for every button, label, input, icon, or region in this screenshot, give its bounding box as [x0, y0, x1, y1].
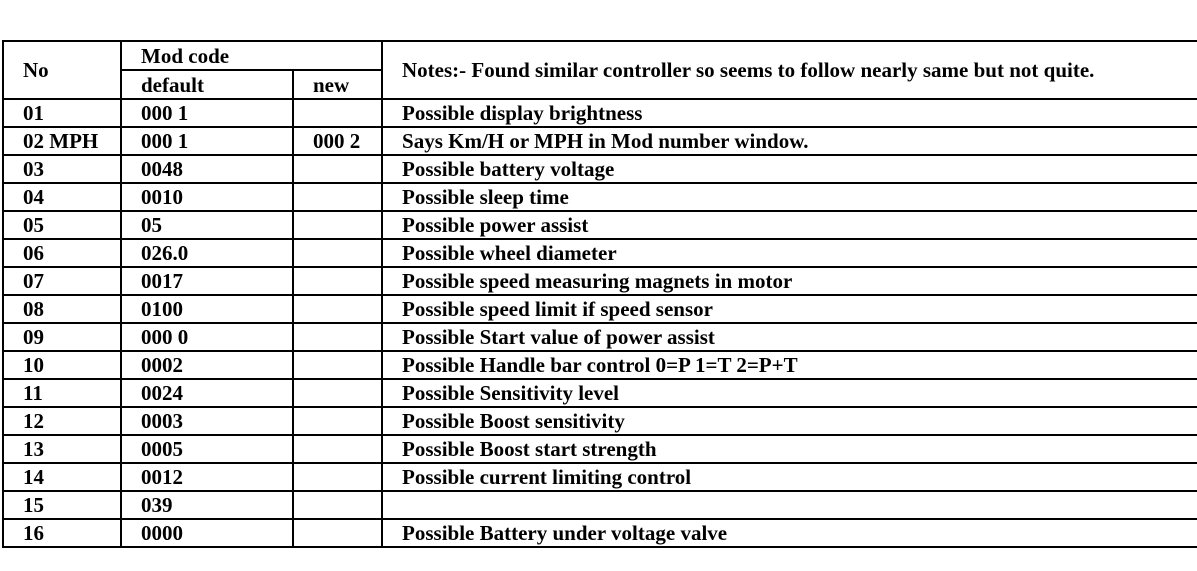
- cell-new: 000 2: [293, 127, 382, 155]
- table-row: [3, 239, 1197, 267]
- cell-new: [293, 267, 382, 295]
- cell-default: 0012: [121, 463, 293, 491]
- cell-new: [293, 239, 382, 267]
- table-row: [3, 295, 1197, 323]
- cell-new: [293, 99, 382, 127]
- cell-note: Possible battery voltage: [382, 155, 1197, 183]
- cell-default: 0010: [121, 183, 293, 211]
- cell-note: Possible speed measuring magnets in motor: [382, 267, 1197, 295]
- cell-no: 15: [3, 491, 121, 519]
- cell-no: 04: [3, 183, 121, 211]
- table-row: [3, 211, 1197, 239]
- table-row: [3, 183, 1197, 211]
- cell-new: [293, 295, 382, 323]
- table-row: [3, 519, 1197, 547]
- header-notes: Notes:- Found similar controller so seems to follow nearly same but not quite.: [382, 41, 1197, 99]
- cell-new: [293, 183, 382, 211]
- cell-default: 000 1: [121, 99, 293, 127]
- table-row: [3, 323, 1197, 351]
- table-row: [3, 407, 1197, 435]
- cell-note: Possible display brightness: [382, 99, 1197, 127]
- cell-default: 0005: [121, 435, 293, 463]
- cell-note: Possible power assist: [382, 211, 1197, 239]
- table-row: [3, 351, 1197, 379]
- cell-no: 06: [3, 239, 121, 267]
- cell-default: 039: [121, 491, 293, 519]
- cell-no: 12: [3, 407, 121, 435]
- cell-note: Possible current limiting control: [382, 463, 1197, 491]
- cell-no: 05: [3, 211, 121, 239]
- cell-no: 09: [3, 323, 121, 351]
- table-row: [3, 127, 1197, 155]
- cell-default: 0000: [121, 519, 293, 547]
- table-row: [3, 379, 1197, 407]
- cell-new: [293, 435, 382, 463]
- cell-new: [293, 463, 382, 491]
- cell-note: [382, 491, 1197, 519]
- cell-no: 08: [3, 295, 121, 323]
- cell-new: [293, 491, 382, 519]
- cell-no: 07: [3, 267, 121, 295]
- header-new: new: [293, 70, 382, 99]
- table-row: [3, 435, 1197, 463]
- table-body: [3, 99, 1197, 547]
- cell-default: 0048: [121, 155, 293, 183]
- cell-note: Possible sleep time: [382, 183, 1197, 211]
- table-row: [3, 155, 1197, 183]
- cell-no: 11: [3, 379, 121, 407]
- cell-new: [293, 211, 382, 239]
- cell-note: Possible Battery under voltage valve: [382, 519, 1197, 547]
- cell-default: 0002: [121, 351, 293, 379]
- cell-no: 01: [3, 99, 121, 127]
- cell-new: [293, 155, 382, 183]
- cell-note: Possible Start value of power assist: [382, 323, 1197, 351]
- cell-note: Possible Boost sensitivity: [382, 407, 1197, 435]
- cell-new: [293, 379, 382, 407]
- table-row: [3, 463, 1197, 491]
- cell-default: 0003: [121, 407, 293, 435]
- header-row-top: [3, 41, 1197, 70]
- cell-new: [293, 351, 382, 379]
- header-mod-code: Mod code: [121, 41, 382, 70]
- cell-note: Possible speed limit if speed sensor: [382, 295, 1197, 323]
- cell-no: 10: [3, 351, 121, 379]
- table-row: [3, 267, 1197, 295]
- header-no: No: [3, 41, 121, 99]
- table-row: [3, 99, 1197, 127]
- mod-code-table: [2, 40, 1197, 548]
- cell-default: 000 1: [121, 127, 293, 155]
- cell-note: Possible Handle bar control 0=P 1=T 2=P+T: [382, 351, 1197, 379]
- cell-default: 0024: [121, 379, 293, 407]
- cell-default: 000 0: [121, 323, 293, 351]
- header-default: default: [121, 70, 293, 99]
- cell-default: 0017: [121, 267, 293, 295]
- cell-note: Possible Sensitivity level: [382, 379, 1197, 407]
- cell-default: 026.0: [121, 239, 293, 267]
- cell-default: 0100: [121, 295, 293, 323]
- cell-no: 02 MPH: [3, 127, 121, 155]
- cell-no: 16: [3, 519, 121, 547]
- cell-no: 03: [3, 155, 121, 183]
- cell-default: 05: [121, 211, 293, 239]
- table-row: [3, 491, 1197, 519]
- cell-new: [293, 323, 382, 351]
- cell-note: Says Km/H or MPH in Mod number window.: [382, 127, 1197, 155]
- cell-new: [293, 407, 382, 435]
- cell-new: [293, 519, 382, 547]
- cell-note: Possible Boost start strength: [382, 435, 1197, 463]
- cell-note: Possible wheel diameter: [382, 239, 1197, 267]
- cell-no: 13: [3, 435, 121, 463]
- cell-no: 14: [3, 463, 121, 491]
